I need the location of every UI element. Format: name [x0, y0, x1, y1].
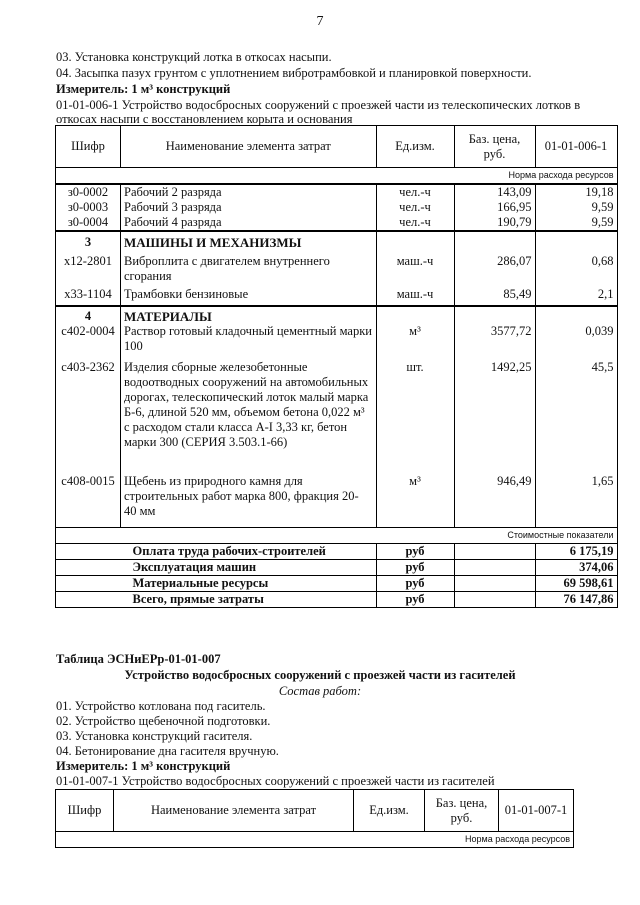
norm-code-title: 01-01-007-1 Устройство водосбросных сооружений с проезжей части из гасителей [56, 774, 495, 788]
header-norm-code: 01-01-007-1 [499, 790, 574, 832]
total-row: Оплата труда рабочих-строителей руб 6 175,19 [56, 544, 618, 560]
section-number: 3 [56, 231, 121, 250]
work-item: 03. Установка конструкций гасителя. [56, 729, 253, 743]
norm-label: Норма расхода ресурсов [56, 832, 574, 848]
table-header-row [56, 790, 574, 832]
norm-code-title-cont: откосах насыпи с восстановлением корыта и основания [56, 112, 353, 126]
header-code: Шифр [56, 126, 121, 168]
norm-table-2 [55, 789, 574, 848]
section-number: 4 [56, 306, 121, 324]
table-row: з0-0002 Рабочий 2 разряда чел.-ч 143,09 19,18 [56, 184, 618, 200]
works-title: Состав работ: [278, 684, 362, 698]
norm-code-title: 01-01-006-1 Устройство водосбросных сооружений с проезжей части из телескопических лотков в [56, 98, 581, 112]
norm-label: Норма расхода ресурсов [56, 168, 618, 185]
section-title: МАТЕРИАЛЫ [121, 306, 377, 324]
header-norm-code: 01-01-006-1 [535, 126, 617, 168]
header-code: Шифр [56, 790, 114, 832]
table-row: х33-1104 Трамбовки бензиновые маш.-ч 85,49 2,1 [56, 284, 618, 306]
work-item: 03. Установка конструкций лотка в откосах насыпи. [56, 50, 332, 64]
table-row: з0-0004 Рабочий 4 разряда чел.-ч 190,79 9,59 [56, 215, 618, 231]
header-unit: Ед.изм. [376, 126, 454, 168]
work-item: 02. Устройство щебеночной подготовки. [56, 714, 271, 728]
section-title: Устройство водосбросных сооружений с проезжей части из гасителей [124, 668, 516, 682]
table-row: с402-0004 Раствор готовый кладочный цементный марки 100 м³ 3577,72 0,039 [56, 324, 618, 360]
section-title: МАШИНЫ И МЕХАНИЗМЫ [121, 231, 377, 250]
header-price: Баз. цена, руб. [425, 790, 499, 832]
section-row-materials [56, 306, 618, 324]
cost-label: Стоимостные показатели [56, 528, 618, 544]
table-row: х12-2801 Виброплита с двигателем внутреннего сгорания маш.-ч 286,07 0,68 [56, 250, 618, 284]
meter-heading: Измеритель: 1 м³ конструкций [56, 759, 231, 773]
total-row: Всего, прямые затраты руб 76 147,86 [56, 592, 618, 608]
section-row-machines [56, 231, 618, 250]
table-row: с403-2362 Изделия сборные железобетонные водоотводных сооружений на автомобильных дорогах, телескопический лоток малый марка Б-6, длиной 520 мм, объемом бетона 0,022 м³ с расходом стали класса А-I 3,33 кг, бетон марки 300 (СЕРИЯ 3.503.1-66) шт. 1492,25 45,5 [56, 360, 618, 474]
header-price: Баз. цена, руб. [454, 126, 535, 168]
header-name: Наименование элемента затрат [114, 790, 354, 832]
work-item: 01. Устройство котлована под гаситель. [56, 699, 266, 713]
header-unit: Ед.изм. [354, 790, 425, 832]
work-item: 04. Засыпка пазух грунтом с уплотнением вибротрамбовкой и планировкой поверхности. [56, 66, 532, 80]
table-header-row [56, 126, 618, 168]
total-row: Эксплуатация машин руб 374,06 [56, 560, 618, 576]
total-row: Материальные ресурсы руб 69 598,61 [56, 576, 618, 592]
header-name: Наименование элемента затрат [121, 126, 377, 168]
table-title: Таблица ЭСНиЕРр-01-01-007 [56, 652, 221, 666]
norm-table-1 [55, 125, 618, 608]
table-row: с408-0015 Щебень из природного камня для строительных работ марка 800, фракция 20-40 мм м³ 946,49 1,65 [56, 474, 618, 528]
work-item: 04. Бетонирование дна гасителя вручную. [56, 744, 279, 758]
meter-heading: Измеритель: 1 м³ конструкций [56, 82, 231, 96]
table-row: з0-0003 Рабочий 3 разряда чел.-ч 166,95 9,59 [56, 200, 618, 215]
page-number: 7 [316, 14, 324, 29]
